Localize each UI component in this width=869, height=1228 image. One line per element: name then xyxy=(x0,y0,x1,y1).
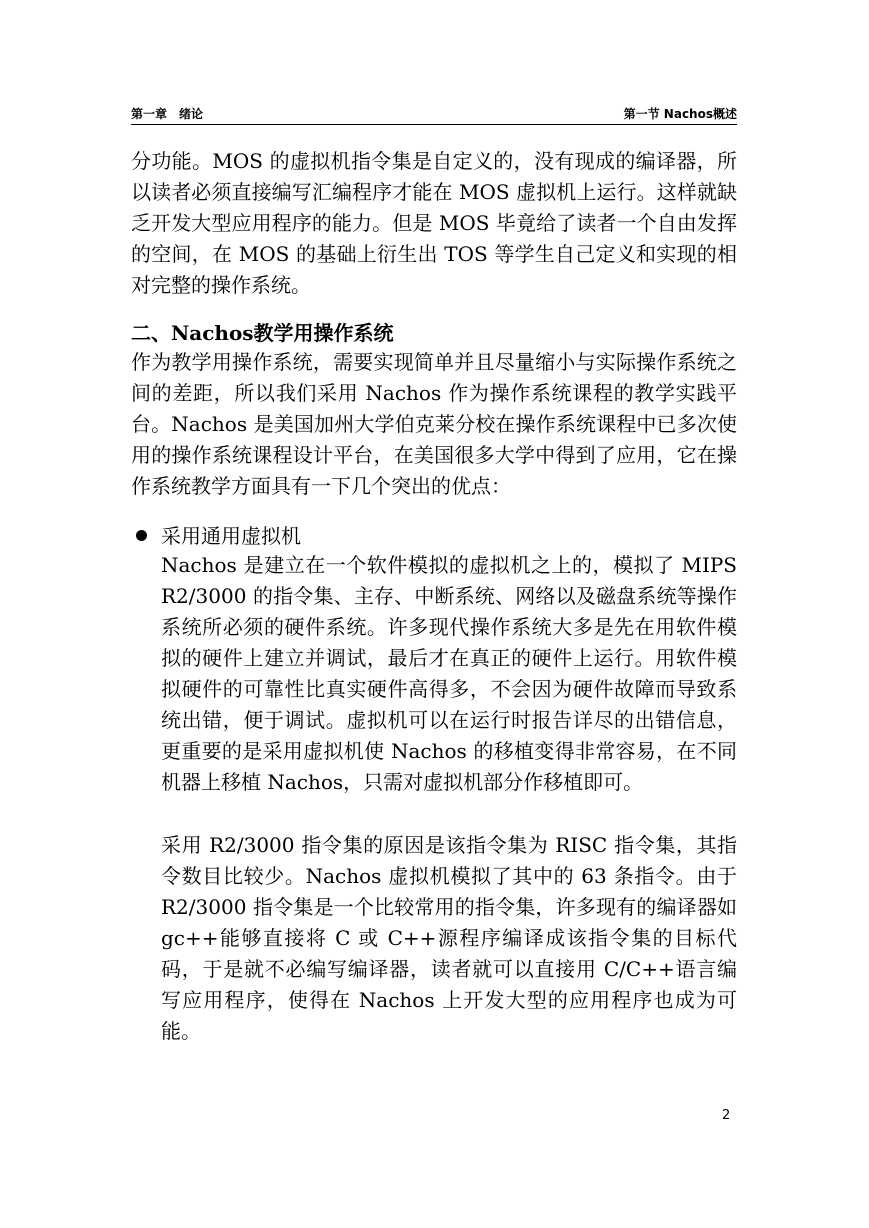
section-title: 第一节 Nachos概述 xyxy=(623,107,737,121)
section-heading: 二、Nachos教学用操作系统 xyxy=(131,321,394,345)
section-paragraph: 作为教学用操作系统，需要实现简单并且尽量缩小与实际操作系统之间的差距，所以我们采用 Nachos 作为操作系统课程的教学实践平台。Nachos 是美国加州大学伯克莱分校在操作系统课程中已多次使用的操作系统课程设计平台，在美国很多大学中得到了应用，它在操作系统教学方面具有一下几个突出的优点： xyxy=(131,350,737,498)
bullet-paragraph-2: 采用 R2/3000 指令集的原因是该指令集为 RISC 指令集，其指令数目比较少。Nachos 虚拟机模拟了其中的 63 条指令。由于 R2/3000 指令集是一个比较常用的指令集，许多现有的编译器如 gc++能够直接将 C 或 C++源程序编译成该指令集的目标代码，于是就不必编写编译器，读者就可以直接用 C/C++语言编写应用程序，使得在 Nachos 上开发大型的应用程序也成为可能。 xyxy=(161,833,737,1043)
page-number: 2 xyxy=(722,1108,731,1123)
chapter-title: 第一章 绪论 xyxy=(131,107,204,121)
intro-paragraph: 分功能。MOS 的虚拟机指令集是自定义的，没有现成的编译器，所以读者必须直接编写汇编程序才能在 MOS 虚拟机上运行。这样就缺乏开发大型应用程序的能力。但是 MOS 毕竟给了读者一个自由发挥的空间，在 MOS 的基础上衍生出 TOS 等学生自己定义和实现的相对完整的操作系统。 xyxy=(131,149,737,297)
bullet-dot-icon xyxy=(136,530,147,541)
bullet-paragraph-1: Nachos 是建立在一个软件模拟的虚拟机之上的，模拟了 MIPS R2/3000 的指令集、主存、中断系统、网络以及磁盘系统等操作系统所必须的硬件系统。许多现代操作系统大多是先在用软件模拟的硬件上建立并调试，最后才在真正的硬件上运行。用软件模拟硬件的可靠性比真实硬件高得多，不会因为硬件故障而导致系统出错，便于调试。虚拟机可以在运行时报告详尽的出错信息，更重要的是采用虚拟机使 Nachos 的移植变得非常容易，在不同机器上移植 Nachos，只需对虚拟机部分作移植即可。 xyxy=(161,553,737,794)
bullet-title: 采用通用虚拟机 xyxy=(161,524,301,548)
page-header xyxy=(131,103,737,125)
